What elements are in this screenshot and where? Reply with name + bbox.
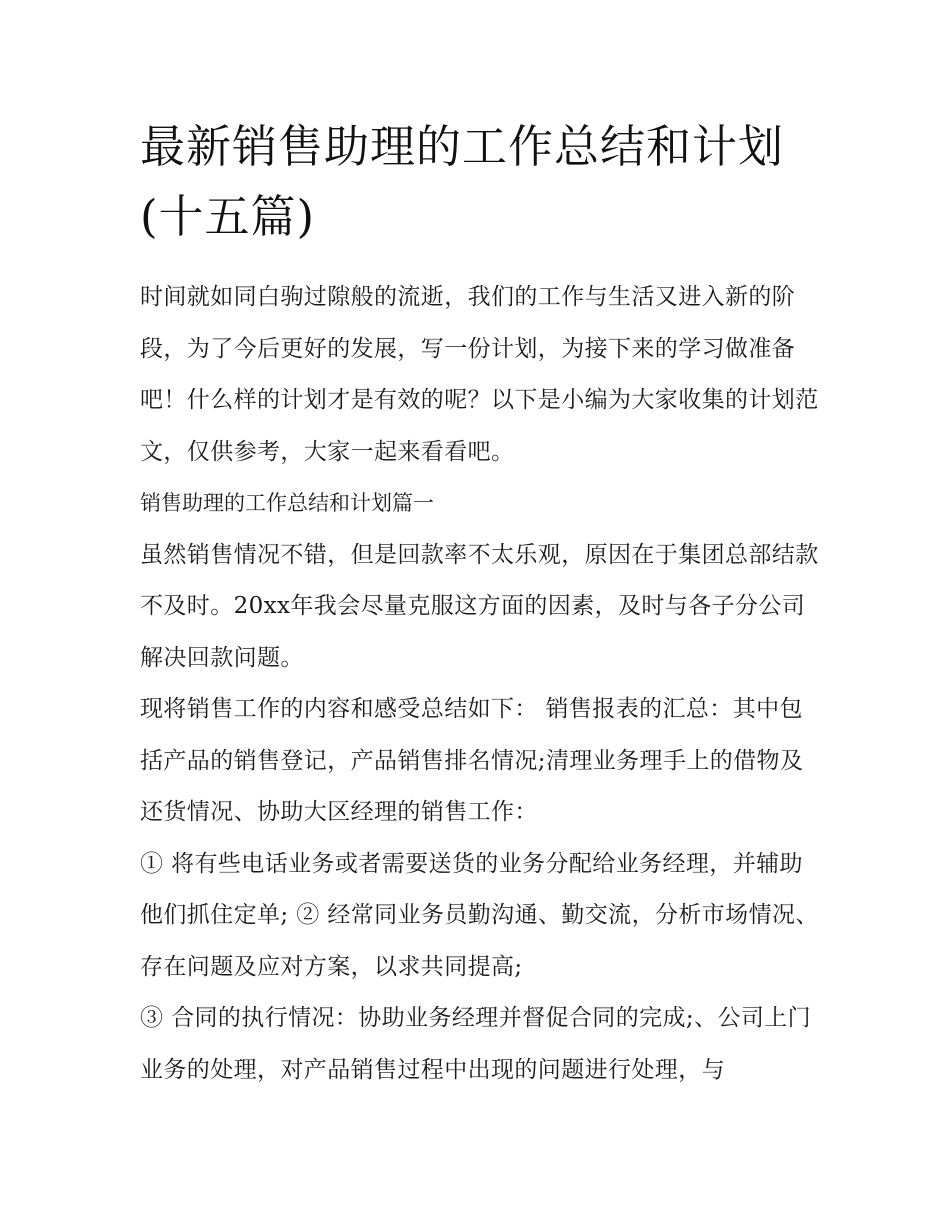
- body-paragraph-3: ① 将有些电话业务或者需要送货的业务分配给业务经理，并辅助他们抓住定单; ② 经常同业务员勤沟通、勤交流，分析市场情况、存在问题及应对方案，以求共同提高;: [140, 850, 819, 980]
- body-paragraph-2: 现将销售工作的内容和感受总结如下： 销售报表的汇总：其中包括产品的销售登记，产品销售排名情况;清理业务理手上的借物及还货情况、协助大区经理的销售工作：: [140, 696, 804, 825]
- body-paragraph-4: ③ 合同的执行情况：协助业务经理并督促合同的完成;、公司上门业务的处理，对产品销售过程中出现的问题进行处理，与: [140, 1005, 812, 1083]
- body-paragraph-1: 虽然销售情况不错，但是回款率不太乐观，原因在于集团总部结款不及时。20xx年我会尽量克服这方面的因素，及时与各子分公司解决回款问题。: [140, 541, 819, 671]
- intro-paragraph: 时间就如同白驹过隙般的流逝，我们的工作与生活又进入新的阶段，为了今后更好的发展，写一份计划，为接下来的学习做准备吧！什么样的计划才是有效的呢？以下是小编为大家收集的计划范文，仅供参考，大家一起来看看吧。: [140, 284, 819, 465]
- document-title: 最新销售助理的工作总结和计划(十五篇): [140, 120, 785, 243]
- section-heading: 销售助理的工作总结和计划篇一: [140, 491, 434, 515]
- document-body: [140, 112, 820, 1096]
